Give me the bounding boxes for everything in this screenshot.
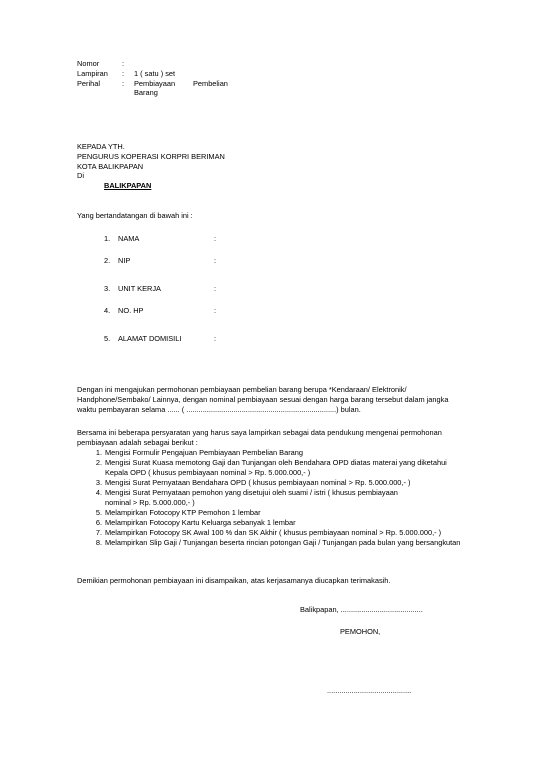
list-item-text: Mengisi Surat Pernyataan Bendahara OPD ( khusus pembiayaan nominal > Rp. 5.000.000,- ) [105, 478, 411, 487]
list-item-number: 5. [95, 508, 102, 517]
list-item-text: Melampirkan Fotocopy KTP Pemohon 1 lembar [105, 508, 261, 517]
list-item-text: Mengisi Formulir Pengajuan Pembiayaan Pembelian Barang [105, 448, 304, 457]
recipient-line-2: PENGURUS KOPERASI KORPRI BERIMAN [77, 152, 225, 161]
field-colon: : [214, 256, 217, 265]
list-item-text: Melampirkan Slip Gaji / Tunjangan beserta rincian potongan Gaji / Tunjangan pada bulan yang bersangkutan [105, 538, 461, 547]
recipient-city: BALIKPAPAN [104, 181, 152, 190]
field-label: NO. HP [118, 306, 144, 315]
field-label: NIP [118, 256, 131, 265]
paragraph-line: waktu pembayaran selama ...... ( .........................................................................) bulan. [77, 405, 361, 414]
list-item-text: Melampirkan Fotocopy Kartu Keluarga sebanyak 1 lembar [105, 518, 296, 527]
signature-line: ......................................... [327, 686, 412, 695]
field-colon: : [214, 234, 217, 243]
lampiran-label: Lampiran [77, 69, 108, 78]
recipient-line-4: Di [77, 171, 84, 180]
place-date: Balikpapan, ........................................ [300, 605, 423, 614]
nomor-colon: : [122, 59, 125, 68]
perihal-value-2: Barang [134, 88, 158, 97]
field-number: 1. [104, 234, 111, 243]
perihal-colon: : [122, 79, 125, 88]
list-item-number: 3. [95, 478, 102, 487]
paragraph-line: Dengan ini mengajukan permohonan pembiayaan pembelian barang berupa *Kendaraan/ Elektronik/ [77, 385, 407, 394]
lampiran-colon: : [122, 69, 125, 78]
perihal-value-1: Pembiayaan [134, 79, 176, 88]
intro-text: Yang bertandatangan di bawah ini : [77, 211, 193, 220]
list-item-text: Mengisi Surat Kuasa memotong Gaji dan Tunjangan oleh Bendahara OPD diatas materai yang diketahui [105, 458, 447, 467]
field-number: 3. [104, 284, 111, 293]
field-number: 5. [104, 334, 111, 343]
field-label: ALAMAT DOMISILI [118, 334, 182, 343]
field-number: 2. [104, 256, 111, 265]
lampiran-value: 1 ( satu ) set [134, 69, 176, 78]
list-item-number: 8. [95, 538, 102, 547]
field-colon: : [214, 306, 217, 315]
list-item-number: 1. [95, 448, 102, 457]
field-label: UNIT KERJA [118, 284, 161, 293]
list-item-number: 2. [95, 458, 102, 467]
paragraph-line: pembiayaan adalah sebagai berikut : [77, 438, 198, 447]
list-item-number: 6. [95, 518, 102, 527]
list-item-number: 7. [95, 528, 102, 537]
nomor-label: Nomor [77, 59, 100, 68]
field-colon: : [214, 284, 217, 293]
signature-title: PEMOHON, [340, 627, 381, 636]
perihal-value-1b: Pembelian [193, 79, 228, 88]
list-item-number: 4. [95, 488, 102, 497]
list-item-text: Mengisi Surat Pernyataan pemohon yang disetujui oleh suami / istri ( khusus pembiayaan [105, 488, 398, 497]
list-item-text: Kepala OPD ( khusus pembiayaan nominal > Rp. 5.000.000,- ) [105, 468, 311, 477]
paragraph-line: Bersama ini beberapa persyaratan yang harus saya lampirkan sebagai data pendukung mengenai permohonan [77, 428, 442, 437]
recipient-line-3: KOTA BALIKPAPAN [77, 162, 144, 171]
list-item-text: nominal > Rp. 5.000.000,- ) [105, 498, 195, 507]
field-colon: : [214, 334, 217, 343]
paragraph-line: Handphone/Sembako/ Lainnya, dengan nominal pembiayaan sesuai dengan harga barang tersebut dalam jangka [77, 395, 449, 404]
closing-text: Demikian permohonan pembiayaan ini disampaikan, atas kerjasamanya diucapkan terimakasih. [77, 576, 391, 585]
field-number: 4. [104, 306, 111, 315]
field-label: NAMA [118, 234, 140, 243]
recipient-line-1: KEPADA YTH. [77, 142, 125, 151]
perihal-label: Perihal [77, 79, 101, 88]
list-item-text: Melampirkan Fotocopy SK Awal 100 % dan SK Akhir ( khusus pembiayaan nominal > Rp. 5.000.000,- ) [105, 528, 442, 537]
